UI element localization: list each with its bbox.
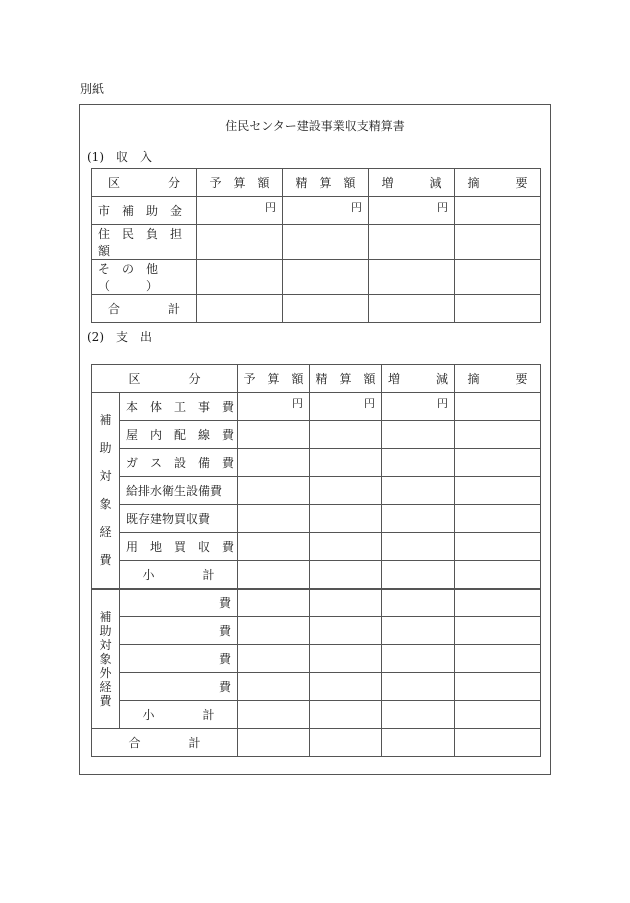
table-row bbox=[92, 645, 541, 673]
table-row bbox=[92, 260, 541, 295]
subsidy-group-text: 補 助 対 象 経 費 bbox=[99, 413, 112, 568]
table-row bbox=[92, 589, 541, 617]
table-cell bbox=[238, 477, 310, 505]
table-row bbox=[92, 295, 541, 323]
subsidy-group-label bbox=[92, 393, 120, 589]
expenditure-heading: (2) 支 出 bbox=[87, 330, 152, 344]
table-cell bbox=[455, 645, 541, 673]
expenditure-table bbox=[91, 364, 541, 757]
table-cell bbox=[455, 729, 541, 757]
table-cell bbox=[238, 421, 310, 449]
yen-mark: 円 bbox=[382, 393, 455, 421]
income-row-label: 市 補 助 金 bbox=[92, 197, 197, 225]
expense-row-label: 用 地 買 収 費 bbox=[120, 533, 238, 561]
table-cell bbox=[310, 729, 382, 757]
income-header-diff: 増 減 bbox=[369, 169, 455, 197]
nonsubsidy-subtotal-label: 小 計 bbox=[120, 701, 238, 729]
table-cell bbox=[455, 617, 541, 645]
table-cell bbox=[310, 617, 382, 645]
expenditure-header-budget: 予 算 額 bbox=[238, 365, 310, 393]
table-cell bbox=[382, 645, 455, 673]
income-header-settled: 精 算 額 bbox=[283, 169, 369, 197]
income-total-label: 合 計 bbox=[92, 295, 197, 323]
table-row bbox=[92, 225, 541, 260]
income-row-label: 住 民 負 担 額 bbox=[92, 225, 197, 260]
table-cell bbox=[238, 505, 310, 533]
table-cell bbox=[310, 449, 382, 477]
income-header-row bbox=[92, 169, 541, 197]
table-cell bbox=[238, 617, 310, 645]
table-cell bbox=[382, 617, 455, 645]
table-cell bbox=[382, 421, 455, 449]
annex-label: 別紙 bbox=[80, 82, 105, 96]
income-header-category: 区 分 bbox=[92, 169, 197, 197]
expenditure-header-settled: 精 算 額 bbox=[310, 365, 382, 393]
yen-mark: 円 bbox=[310, 393, 382, 421]
expense-row-label: 費 bbox=[120, 673, 238, 701]
yen-mark: 円 bbox=[369, 197, 455, 225]
expense-row-label: ガ ス 設 備 費 bbox=[120, 449, 238, 477]
table-cell bbox=[238, 533, 310, 561]
table-cell bbox=[310, 477, 382, 505]
expenditure-header-diff: 増 減 bbox=[382, 365, 455, 393]
table-row bbox=[92, 701, 541, 729]
table-row bbox=[92, 617, 541, 645]
expense-row-label: 既存建物買収費 bbox=[120, 505, 238, 533]
table-cell bbox=[455, 589, 541, 617]
income-table bbox=[91, 168, 541, 323]
table-cell bbox=[455, 561, 541, 589]
table-row bbox=[92, 197, 541, 225]
table-row bbox=[92, 505, 541, 533]
table-cell bbox=[382, 673, 455, 701]
table-cell bbox=[455, 421, 541, 449]
table-row bbox=[92, 561, 541, 589]
table-cell bbox=[283, 260, 369, 295]
expenditure-header-category: 区 分 bbox=[92, 365, 238, 393]
yen-mark: 円 bbox=[283, 197, 369, 225]
table-cell bbox=[455, 701, 541, 729]
table-cell bbox=[310, 421, 382, 449]
expense-row-label: 屋 内 配 線 費 bbox=[120, 421, 238, 449]
table-cell bbox=[382, 449, 455, 477]
expense-row-label: 費 bbox=[120, 645, 238, 673]
table-cell bbox=[455, 197, 541, 225]
table-cell bbox=[455, 449, 541, 477]
income-row-label: そ の 他（ ） bbox=[92, 260, 197, 295]
table-cell bbox=[455, 260, 541, 295]
subsidy-subtotal-label: 小 計 bbox=[120, 561, 238, 589]
table-cell bbox=[369, 225, 455, 260]
table-cell bbox=[382, 533, 455, 561]
table-cell bbox=[197, 295, 283, 323]
table-cell bbox=[455, 295, 541, 323]
table-row bbox=[92, 449, 541, 477]
table-row bbox=[92, 393, 541, 421]
table-row bbox=[92, 477, 541, 505]
table-cell bbox=[455, 477, 541, 505]
expense-row-label: 費 bbox=[120, 617, 238, 645]
income-header-remarks: 摘 要 bbox=[455, 169, 541, 197]
expense-row-label: 費 bbox=[120, 589, 238, 617]
table-cell bbox=[310, 701, 382, 729]
table-cell bbox=[455, 225, 541, 260]
table-row bbox=[92, 533, 541, 561]
table-cell bbox=[455, 533, 541, 561]
table-cell bbox=[238, 701, 310, 729]
table-cell bbox=[369, 260, 455, 295]
table-cell bbox=[238, 561, 310, 589]
yen-mark: 円 bbox=[238, 393, 310, 421]
table-cell bbox=[310, 589, 382, 617]
table-cell bbox=[310, 645, 382, 673]
table-cell bbox=[382, 729, 455, 757]
page-title: 住民センター建設事業収支精算書 bbox=[225, 119, 405, 133]
table-cell bbox=[238, 673, 310, 701]
table-cell bbox=[382, 589, 455, 617]
table-cell bbox=[283, 295, 369, 323]
expense-row-label: 本 体 工 事 費 bbox=[120, 393, 238, 421]
table-cell bbox=[197, 260, 283, 295]
table-cell bbox=[455, 673, 541, 701]
table-cell bbox=[369, 295, 455, 323]
table-cell bbox=[197, 225, 283, 260]
table-cell bbox=[382, 505, 455, 533]
expenditure-total-label: 合 計 bbox=[92, 729, 238, 757]
table-cell bbox=[238, 589, 310, 617]
table-cell bbox=[455, 393, 541, 421]
table-row bbox=[92, 421, 541, 449]
nonsubsidy-group-text: 補 助 対 象 外 経 費 bbox=[99, 609, 112, 708]
table-row bbox=[92, 673, 541, 701]
income-header-budget: 予 算 額 bbox=[197, 169, 283, 197]
table-cell bbox=[382, 561, 455, 589]
table-cell bbox=[310, 533, 382, 561]
table-cell bbox=[310, 673, 382, 701]
table-cell bbox=[310, 561, 382, 589]
table-cell bbox=[238, 645, 310, 673]
table-cell bbox=[310, 505, 382, 533]
table-cell bbox=[238, 729, 310, 757]
table-cell bbox=[382, 477, 455, 505]
table-cell bbox=[238, 449, 310, 477]
yen-mark: 円 bbox=[197, 197, 283, 225]
table-cell bbox=[283, 225, 369, 260]
table-cell bbox=[382, 701, 455, 729]
expense-row-label: 給排水衛生設備費 bbox=[120, 477, 238, 505]
income-heading: (1) 収 入 bbox=[87, 150, 152, 164]
table-cell bbox=[455, 505, 541, 533]
expenditure-header-remarks: 摘 要 bbox=[455, 365, 541, 393]
table-row bbox=[92, 729, 541, 757]
nonsubsidy-group-label bbox=[92, 589, 120, 729]
expenditure-header-row bbox=[92, 365, 541, 393]
